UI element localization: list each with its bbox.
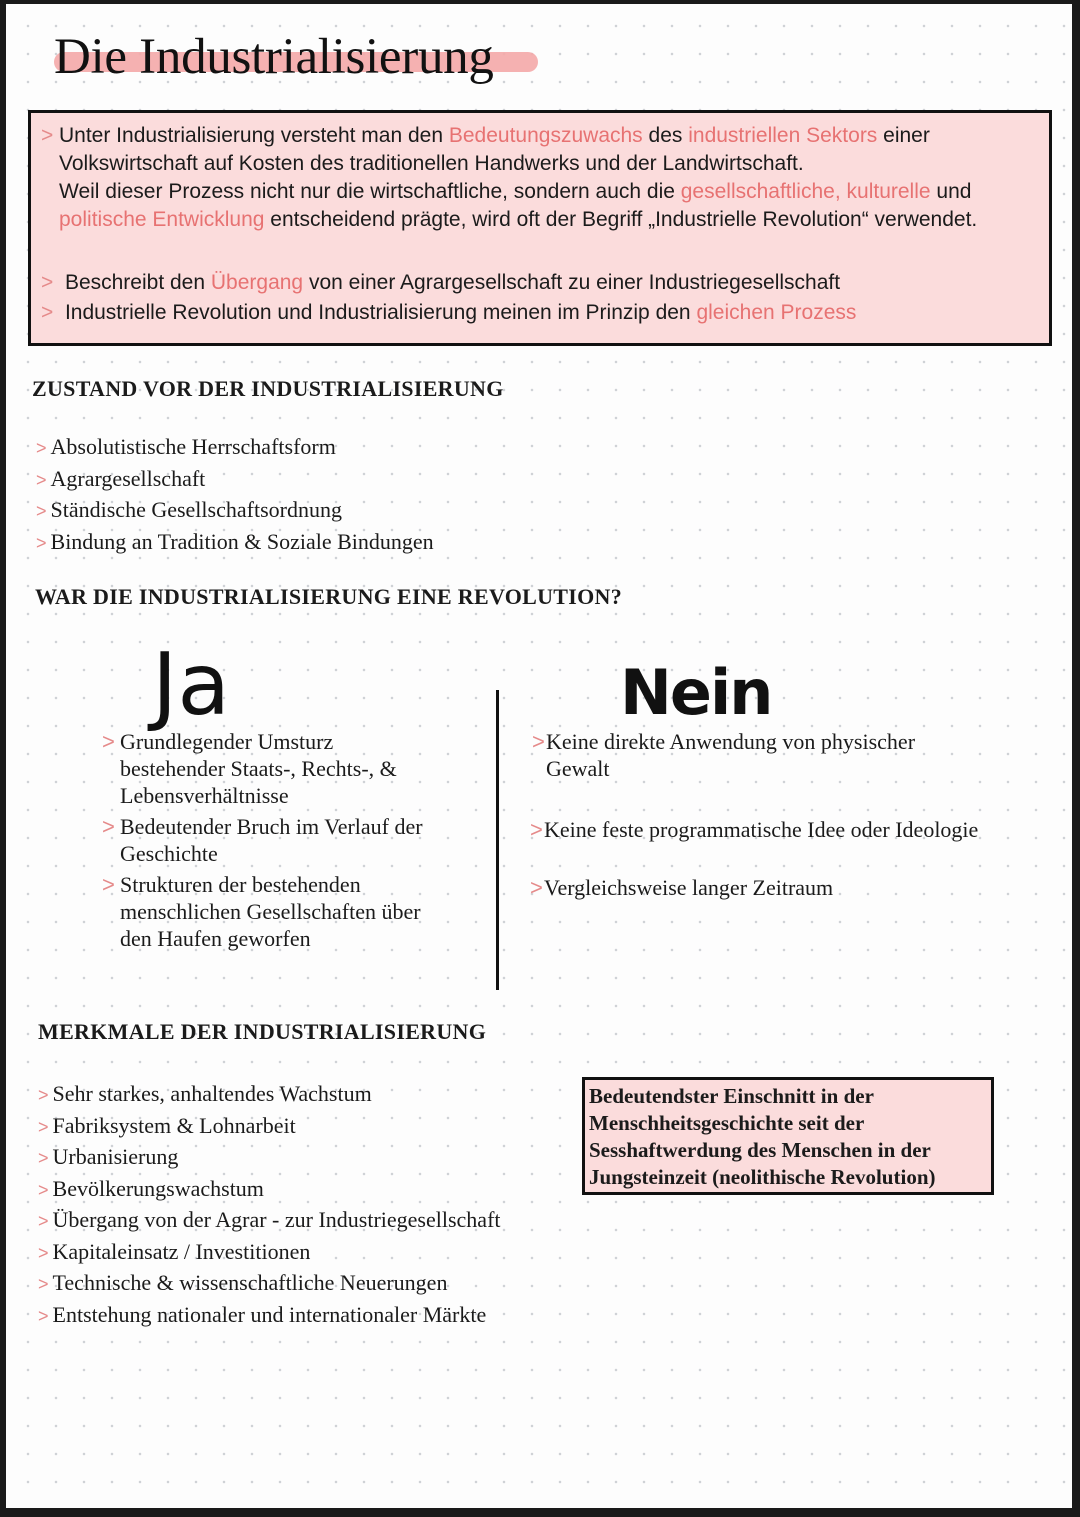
nein-item: > Vergleichsweise langer Zeitraum <box>530 875 834 900</box>
list-item: > Urbanisierung <box>38 1144 179 1169</box>
highlight-term: kulturelle <box>846 180 931 203</box>
ja-item: > Bedeutender Bruch im Verlauf der Geschichte <box>102 814 423 866</box>
einschnitt-box: Bedeutendster Einschnitt in der Menschheitsgeschichte seit der Sesshaftwerdung des Menschen in der Jungsteinzeit (neolithische Revolution) <box>582 1077 994 1195</box>
arrow-icon: > <box>38 1274 49 1294</box>
definition-box <box>28 110 1052 346</box>
arrow-icon: > <box>36 501 47 521</box>
arrow-icon: > <box>102 872 115 897</box>
definition-bullet: > Beschreibt den Übergang von einer Agrargesellschaft zu einer Industriegesellschaft <box>41 271 841 294</box>
list-item: > Sehr starkes, anhaltendes Wachstum <box>38 1081 372 1106</box>
arrow-icon: > <box>530 817 543 842</box>
section-heading-merkmale: MERKMALE DER INDUSTRIALISIERUNG <box>38 1019 487 1044</box>
list-item: > Entstehung nationaler und internationaler Märkte <box>38 1301 487 1327</box>
list-item: > Bevölkerungswachstum <box>38 1175 264 1201</box>
list-item: > Absolutistische Herrschaftsform <box>36 434 336 459</box>
page-title: Die Industrialisierung <box>54 29 494 85</box>
ja-item: > Grundlegender Umsturz bestehender Staats-, Rechts-, & Lebensverhältnisse <box>102 729 397 808</box>
zustand-list <box>36 432 434 558</box>
highlight-term: politische Entwicklung <box>59 208 265 231</box>
highlight-term: industriellen Sektors <box>688 124 878 147</box>
ja-item: > Strukturen der bestehenden menschlichen Gesellschaften über den Haufen geworfen <box>102 872 421 951</box>
arrow-icon: > <box>38 1148 49 1168</box>
arrow-icon: > <box>532 729 545 754</box>
title-block <box>54 28 494 86</box>
arrow-icon: > <box>38 1305 49 1326</box>
arrow-icon: > <box>530 875 543 900</box>
nein-label: Nein <box>620 656 772 729</box>
definition-bullet: > Industrielle Revolution und Industrialisierung meinen im Prinzip den gleichen Prozess <box>41 301 857 324</box>
highlight-term: gleichen Prozess <box>696 301 857 324</box>
list-item: > Kapitaleinsatz / Investitionen <box>38 1238 311 1264</box>
nein-item: > Keine direkte Anwendung von physischer Gewalt <box>532 729 916 781</box>
arrow-icon: > <box>38 1179 49 1200</box>
list-item: > Übergang von der Agrar - zur Industriegesellschaft <box>38 1207 501 1232</box>
arrow-icon: > <box>41 301 54 324</box>
arrow-icon: > <box>38 1085 49 1105</box>
ja-label: Ja <box>152 635 231 735</box>
arrow-icon: > <box>41 124 54 147</box>
arrow-icon: > <box>41 271 54 294</box>
column-divider <box>496 690 499 990</box>
arrow-icon: > <box>38 1116 49 1137</box>
section-heading-revolution: WAR DIE INDUSTRIALISIERUNG EINE REVOLUTION? <box>35 584 623 609</box>
list-item: > Ständische Gesellschaftsordnung <box>36 497 342 522</box>
list-item: > Technische & wissenschaftliche Neuerungen <box>38 1270 448 1295</box>
arrow-icon: > <box>36 469 47 490</box>
list-item: > Bindung an Tradition & Soziale Bindungen <box>36 528 434 554</box>
arrow-icon: > <box>38 1242 49 1263</box>
highlight-term: Bedeutungszuwachs <box>448 124 643 147</box>
section-heading-zustand: ZUSTAND VOR DER INDUSTRIALISIERUNG <box>32 376 504 401</box>
arrow-icon: > <box>102 814 115 839</box>
nein-item: > Keine feste programmatische Idee oder Ideologie <box>530 817 979 842</box>
arrow-icon: > <box>102 729 115 754</box>
arrow-icon: > <box>38 1211 49 1231</box>
merkmale-list <box>38 1079 501 1331</box>
definition-text: Unter Industrialisierung versteht man den Bedeutungszuwachs des industriellen Sektors einer Volkswirtschaft auf Kosten des traditionellen Handwerks und der Landwirtschaft. Weil dieser Prozess nicht nur die wirtschaftliche, sondern auch die gesellschaftliche, kulturelle und politische Entwicklung entscheidend prägte, wird oft der Begriff „Industrielle Revolution“ verwendet. <box>59 124 978 231</box>
highlight-term: gesellschaftliche <box>680 180 835 203</box>
arrow-icon: > <box>36 438 47 458</box>
arrow-icon: > <box>36 532 47 553</box>
list-item: > Fabriksystem & Lohnarbeit <box>38 1112 296 1138</box>
definition-paragraph <box>41 122 1043 234</box>
notes-page <box>6 4 1072 1508</box>
list-item: > Agrargesellschaft <box>36 465 206 491</box>
highlight-term: Übergang <box>210 271 304 294</box>
